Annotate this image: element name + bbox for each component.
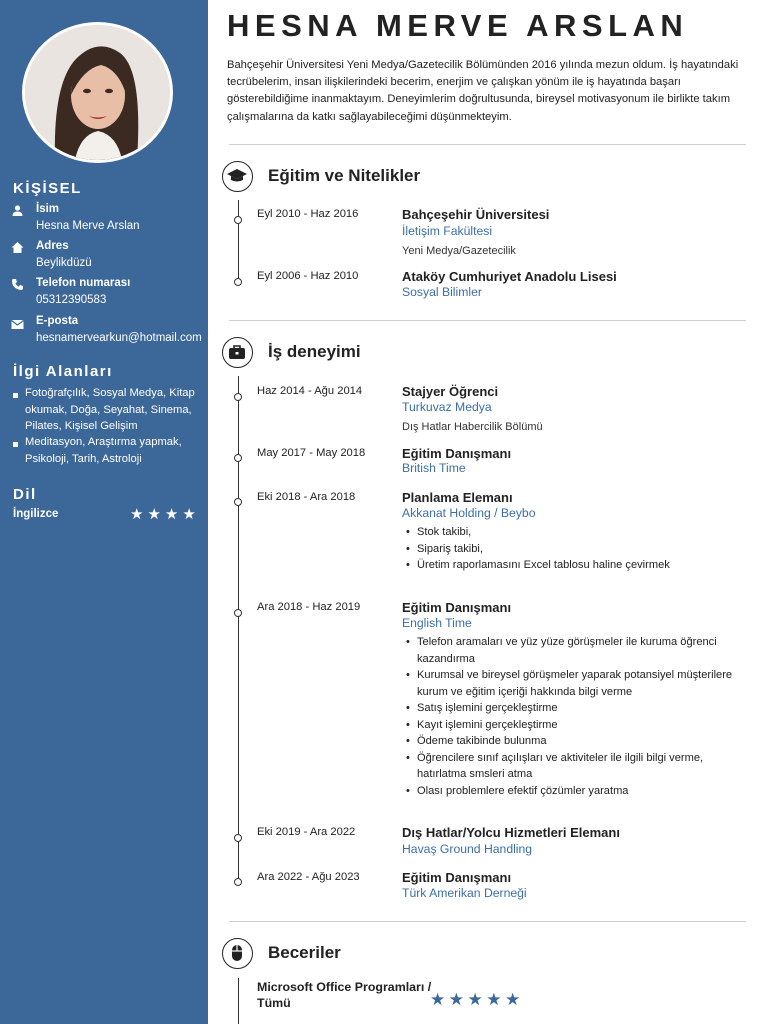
timeline-dot [234, 609, 242, 617]
envelope-icon [11, 318, 24, 331]
timeline-dot [234, 216, 242, 224]
experience-title: İş deneyimi [268, 342, 361, 361]
timeline-dot [234, 878, 242, 886]
personal-value[interactable]: hesnamervearkun@hotmail.com [36, 332, 202, 344]
skill-rating-stars: ★★★★★ [430, 990, 524, 1009]
job-duty: • Kayıt işlemini gerçekleştirme [402, 717, 747, 734]
job-duty: • Ödeme takibinde bulunma [402, 733, 747, 750]
home-icon [11, 241, 24, 254]
profile-summary: Bahçeşehir Üniversitesi Yeni Medya/Gazetecilik Bölümünden 2016 yılında mezun oldum. İş hayatındaki tecrübelerim, insan ilişkilerindeki becerim, enerjim ve çalışkan yönüm ile iş hayatında başarı gösterebildiğime inanmaktayım. Deneyimlerim doğrultusunda, bireysel motivasyonum ile birlikte takım çalışmalarına da katkı sağlayabileceğimi düşünmekteyim. [227, 59, 739, 123]
job-duty: • Stok takibi, [402, 524, 747, 541]
department-name: Yeni Medya/Gazetecilik [402, 245, 516, 257]
full-name: HESNA MERVE ARSLAN [227, 8, 689, 43]
personal-label: Adres [36, 240, 69, 252]
personal-label: Telefon numarası [36, 277, 131, 289]
phone-icon [11, 278, 24, 291]
job-role: Eğitim Danışmanı [402, 446, 512, 461]
job-duty: • Kurumsal ve bireysel görüşmeler yaparak potansiyel müşterilere kurum ve eğitim içeriği hakkında bilgi verme [402, 667, 747, 700]
sidebar [0, 0, 208, 1024]
timeline-dot [234, 454, 242, 462]
personal-heading: KİŞİSEL [13, 180, 82, 197]
school-name: Ataköy Cumhuriyet Anadolu Lisesi [402, 269, 617, 284]
job-date: May 2017 - May 2018 [257, 447, 366, 459]
job-role: Planlama Elemanı [402, 490, 513, 505]
personal-value: Beylikdüzü [36, 257, 92, 269]
personal-value: 05312390583 [36, 294, 107, 306]
job-duty: • Üretim raporlamasını Excel tablosu haline çevirmek [402, 557, 747, 574]
faculty-name: Sosyal Bilimler [402, 285, 482, 299]
job-duty: • Olası problemlere efektif çözümler yaratma [402, 783, 747, 800]
personal-label: İsim [36, 203, 60, 215]
personal-label: E-posta [36, 315, 79, 327]
timeline-dot [234, 278, 242, 286]
avatar [22, 22, 173, 163]
job-company: British Time [402, 461, 466, 475]
interests-heading: İlgi Alanları [13, 363, 113, 380]
divider [229, 320, 746, 321]
person-icon [11, 204, 24, 217]
skills-title: Beceriler [268, 943, 341, 962]
briefcase-icon [222, 337, 253, 368]
job-date: Ara 2022 - Ağu 2023 [257, 871, 360, 883]
job-company: Havaş Ground Handling [402, 842, 533, 856]
education-date: Eyl 2010 - Haz 2016 [257, 208, 359, 220]
job-role: Eğitim Danışmanı [402, 600, 512, 615]
timeline-dot [234, 498, 242, 506]
job-duty: • Öğrencilere sınıf açılışları ve aktiviteler ile ilgili bilgi verme, hatırlatma smsleri atma [402, 750, 747, 783]
interest-item: Meditasyon, Araştırma yapmak, Psikoloji, Tarih, Astroloji [13, 434, 205, 467]
timeline-line [238, 978, 239, 1024]
language-rating-stars: ★★★★ [130, 506, 200, 523]
job-department: Dış Hatlar Habercilik Bölümü [402, 421, 543, 433]
job-date: Eki 2019 - Ara 2022 [257, 826, 356, 838]
school-name: Bahçeşehir Üniversitesi [402, 207, 550, 222]
job-role: Eğitim Danışmanı [402, 870, 512, 885]
job-role: Dış Hatlar/Yolcu Hizmetleri Elemanı [402, 825, 620, 840]
job-duties-list [402, 634, 747, 799]
graduation-cap-icon [222, 161, 253, 192]
portrait-image [25, 25, 170, 160]
timeline-dot [234, 834, 242, 842]
interest-item: Fotoğrafçılık, Sosyal Medya, Kitap okumak, Doğa, Seyahat, Sinema, Pilates, Kişisel Gelişim [13, 385, 205, 435]
education-title: Eğitim ve Nitelikler [268, 166, 421, 185]
divider [229, 921, 746, 922]
job-duty: • Sipariş takibi, [402, 541, 747, 558]
job-date: Eki 2018 - Ara 2018 [257, 491, 356, 503]
job-role: Stajyer Öğrenci [402, 384, 499, 399]
job-date: Ara 2018 - Haz 2019 [257, 601, 361, 613]
job-company: Akkanat Holding / Beybo [402, 506, 536, 520]
language-heading: Dil [13, 486, 37, 503]
job-company: English Time [402, 616, 472, 630]
job-duty: • Telefon aramaları ve yüz yüze görüşmeler ile kuruma öğrenci kazandırma [402, 634, 747, 667]
education-date: Eyl 2006 - Haz 2010 [257, 270, 359, 282]
skill-name: Microsoft Office Programları / Tümü [257, 980, 432, 1010]
profile-photo [25, 25, 170, 160]
timeline-line [238, 200, 239, 282]
divider [229, 144, 746, 145]
personal-value: Hesna Merve Arslan [36, 220, 140, 232]
job-duty: • Satış işlemini gerçekleştirme [402, 700, 747, 717]
language-name: İngilizce [13, 508, 59, 520]
job-duties-list [402, 524, 747, 574]
faculty-name: İletişim Fakültesi [402, 224, 493, 238]
timeline-dot [234, 393, 242, 401]
timeline-line [238, 376, 239, 884]
mouse-icon [222, 938, 253, 969]
job-date: Haz 2014 - Ağu 2014 [257, 385, 363, 397]
job-company: Turkuvaz Medya [402, 400, 492, 414]
job-company: Türk Amerikan Derneği [402, 886, 527, 900]
